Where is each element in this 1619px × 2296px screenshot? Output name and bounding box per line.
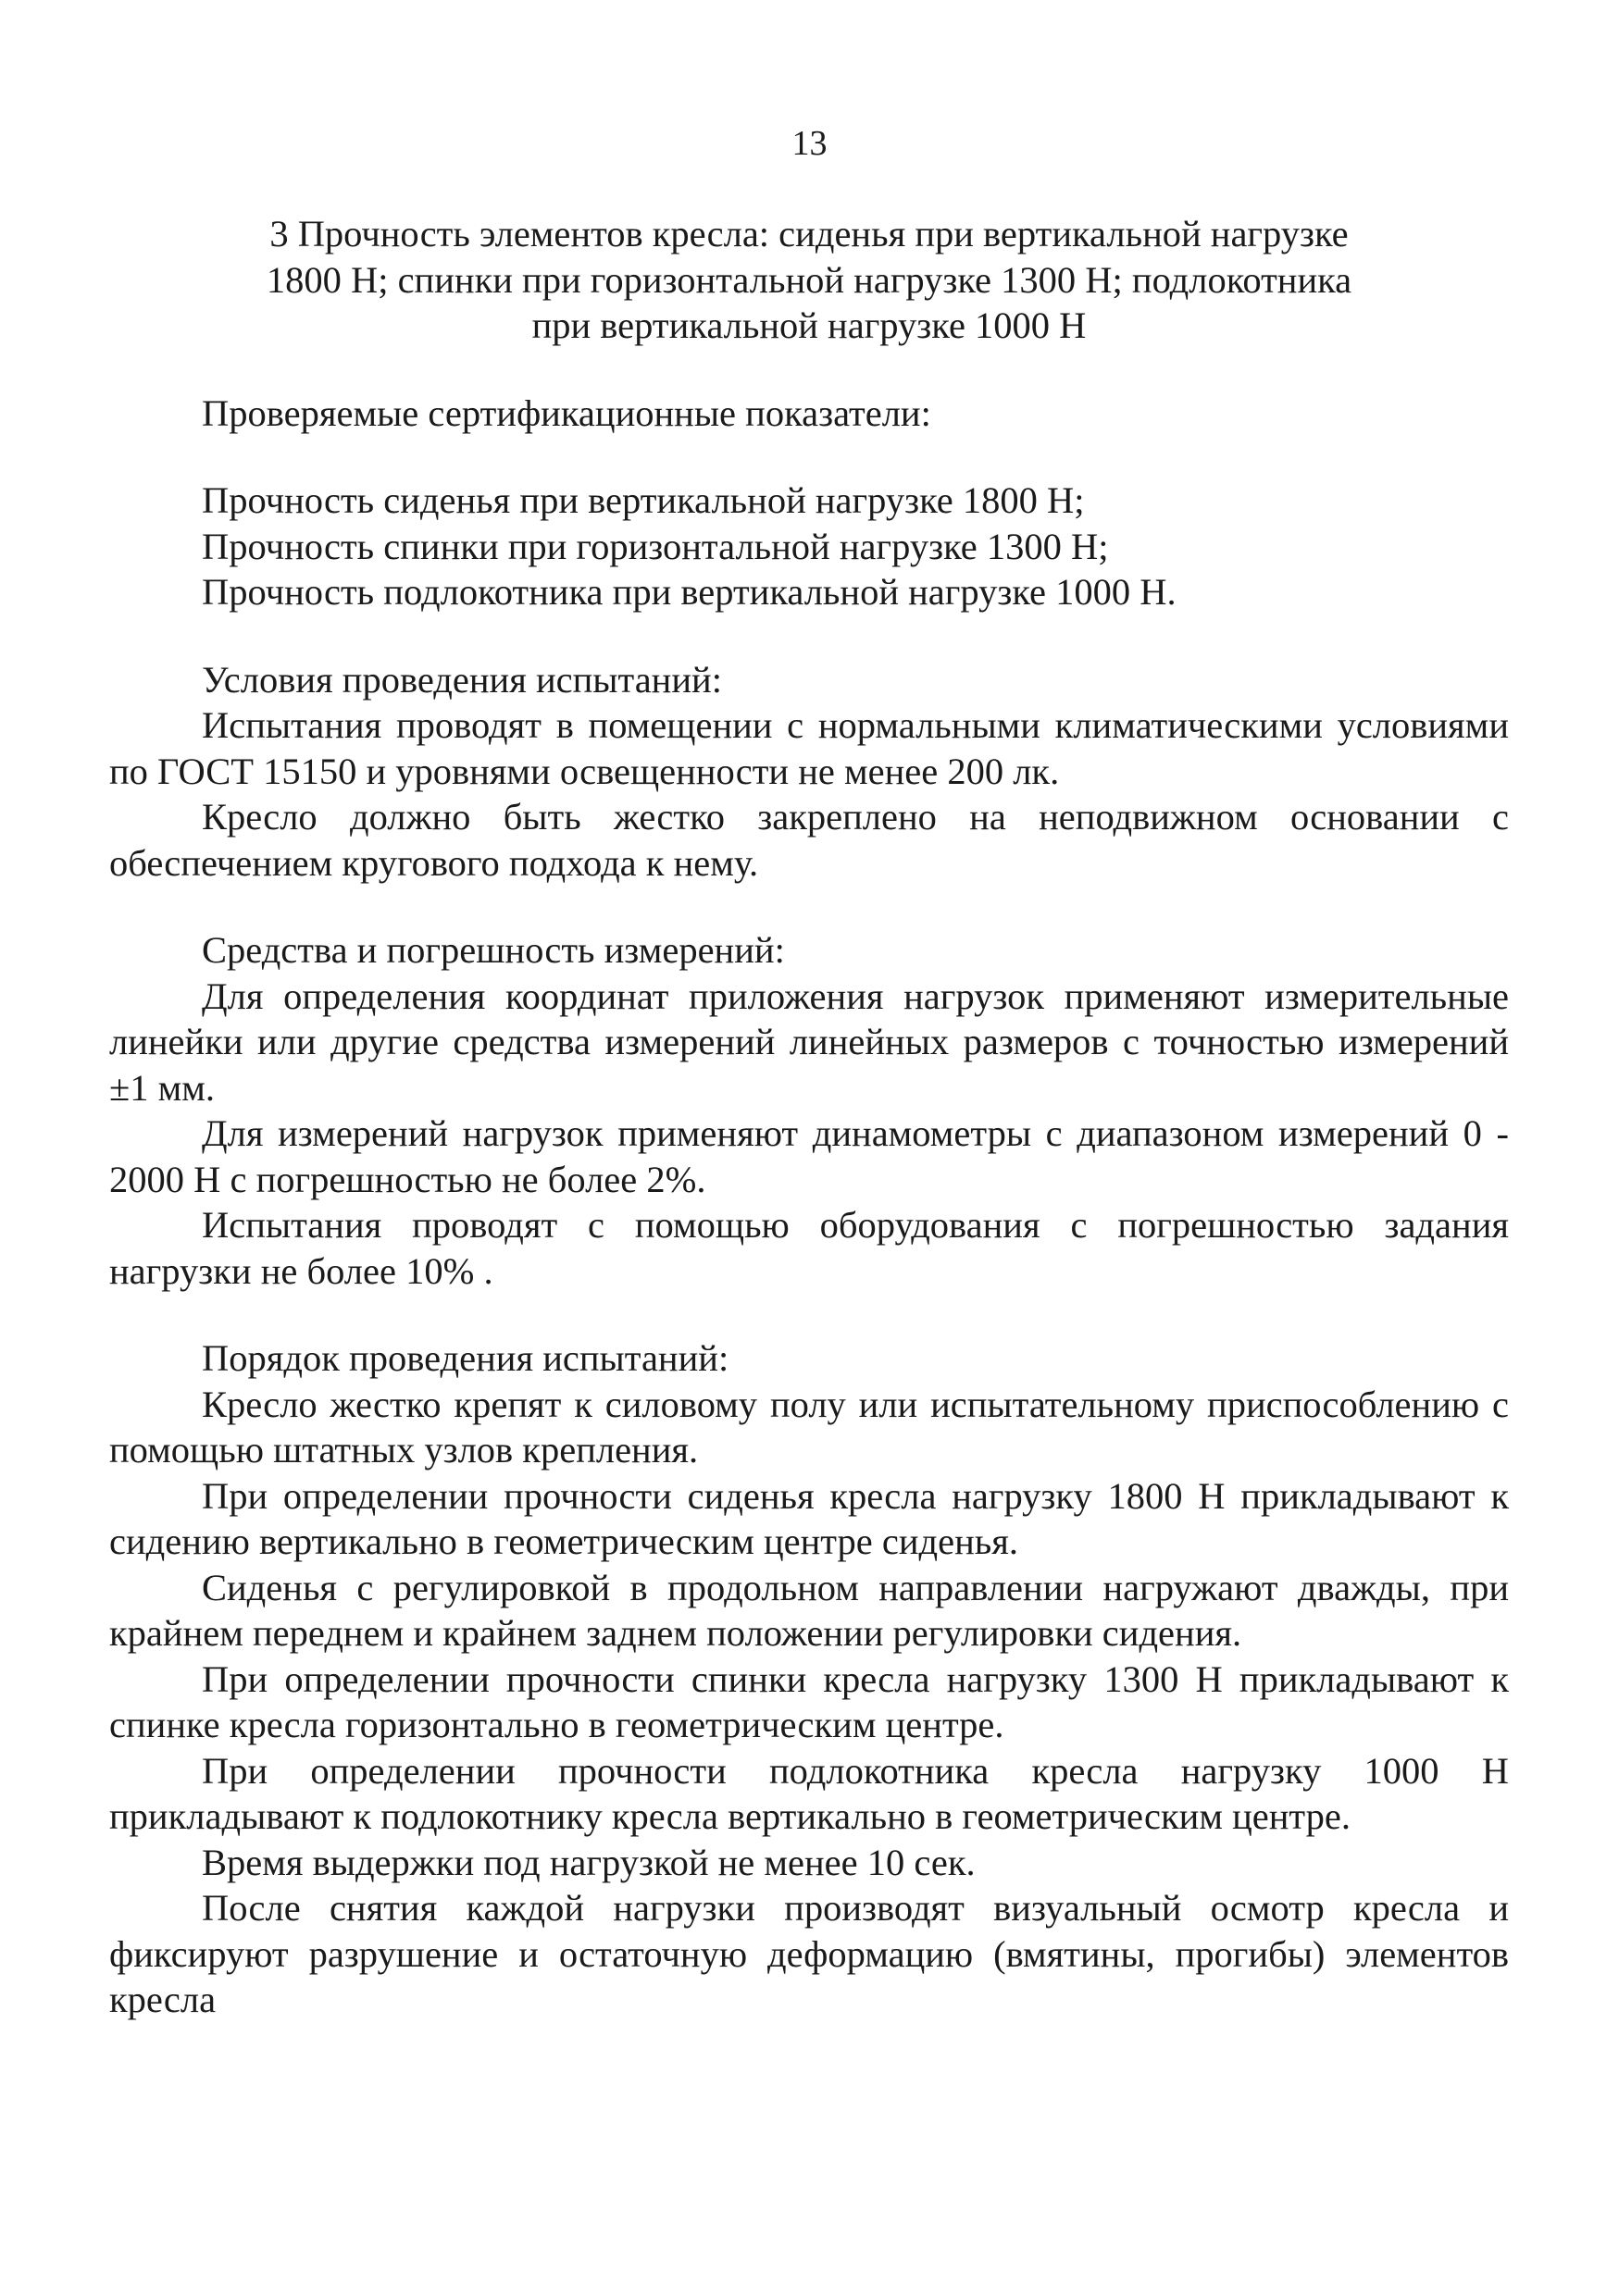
indicator-item: Прочность спинки при горизонтальной нагрузке 1300 Н;	[202, 525, 1109, 567]
procedure-title: Порядок проведения испытаний:	[202, 1337, 729, 1379]
procedure-paragraph: При определении прочности спинки кресла нагрузку 1300 Н прикладывают к спинке кресла горизонтально в геометрическим центре.	[109, 1657, 1509, 1745]
measurements-paragraph: Для измерений нагрузок применяют динамометры с диапазоном измерений 0 - 2000 Н с погрешностью не более 2%.	[109, 1112, 1509, 1200]
conditions-paragraph: Кресло должно быть жестко закреплено на неподвижном основании с обеспечением кругового подхода к нему.	[109, 796, 1509, 884]
measurements-paragraph: Для определения координат приложения нагрузок применяют измерительные линейки или другие средства измерений линейных размеров с точностью измерений ±1 мм.	[109, 974, 1509, 1109]
procedure-paragraph: При определении прочности подлокотника кресла нагрузку 1000 Н прикладывают к подлокотнику кресла вертикально в геометрическим центре.	[109, 1749, 1509, 1837]
procedure-paragraph: Время выдержки под нагрузкой не менее 10 сек.	[202, 1841, 976, 1883]
measurements-section	[109, 927, 1509, 1294]
page-number: 13	[791, 124, 828, 163]
procedure-paragraph: Кресло жестко крепят к силовому полу или испытательному приспособлению с помощью штатных узлов крепления.	[109, 1383, 1509, 1471]
procedure-paragraph: Сиденья с регулировкой в продольном направлении нагружают дважды, при крайнем переднем и крайнем заднем положении регулировки сидения.	[109, 1566, 1509, 1654]
procedure-paragraph: После снятия каждой нагрузки производят визуальный осмотр кресла и фиксируют разрушение и остаточную деформацию (вмятины, прогибы) элементов кресла	[109, 1887, 1509, 2020]
conditions-paragraph: Испытания проводят в помещении с нормальными климатическими условиями по ГОСТ 15150 и уровнями освещенности не менее 200 лк.	[109, 704, 1509, 792]
indicator-item: Прочность подлокотника при вертикальной нагрузке 1000 Н.	[202, 571, 1177, 613]
indicator-item: Прочность сиденья при вертикальной нагрузке 1800 Н;	[202, 479, 1085, 521]
procedure-section	[109, 1335, 1509, 2023]
section-heading	[109, 211, 1509, 349]
section-heading-line: 1800 Н; спинки при горизонтальной нагрузке 1300 Н; подлокотника	[266, 258, 1352, 301]
conditions-title: Условия проведения испытаний:	[202, 658, 722, 701]
measurements-title: Средства и погрешность измерений:	[202, 929, 785, 971]
measurements-paragraph: Испытания проводят с помощью оборудования с погрешностью задания нагрузки не более 10% .	[109, 1204, 1509, 1292]
conditions-section	[109, 657, 1509, 887]
section-heading-line: при вертикальной нагрузке 1000 Н	[531, 304, 1087, 346]
indicators-title: Проверяемые сертификационные показатели:	[202, 391, 931, 434]
indicators-section	[109, 391, 1509, 615]
document-body	[109, 211, 1509, 2065]
procedure-paragraph: При определении прочности сиденья кресла нагрузку 1800 Н прикладывают к сидению вертикально в геометрическим центре сиденья.	[109, 1474, 1509, 1562]
section-heading-line: 3 Прочность элементов кресла: сиденья при вертикальной нагрузке	[269, 213, 1349, 254]
